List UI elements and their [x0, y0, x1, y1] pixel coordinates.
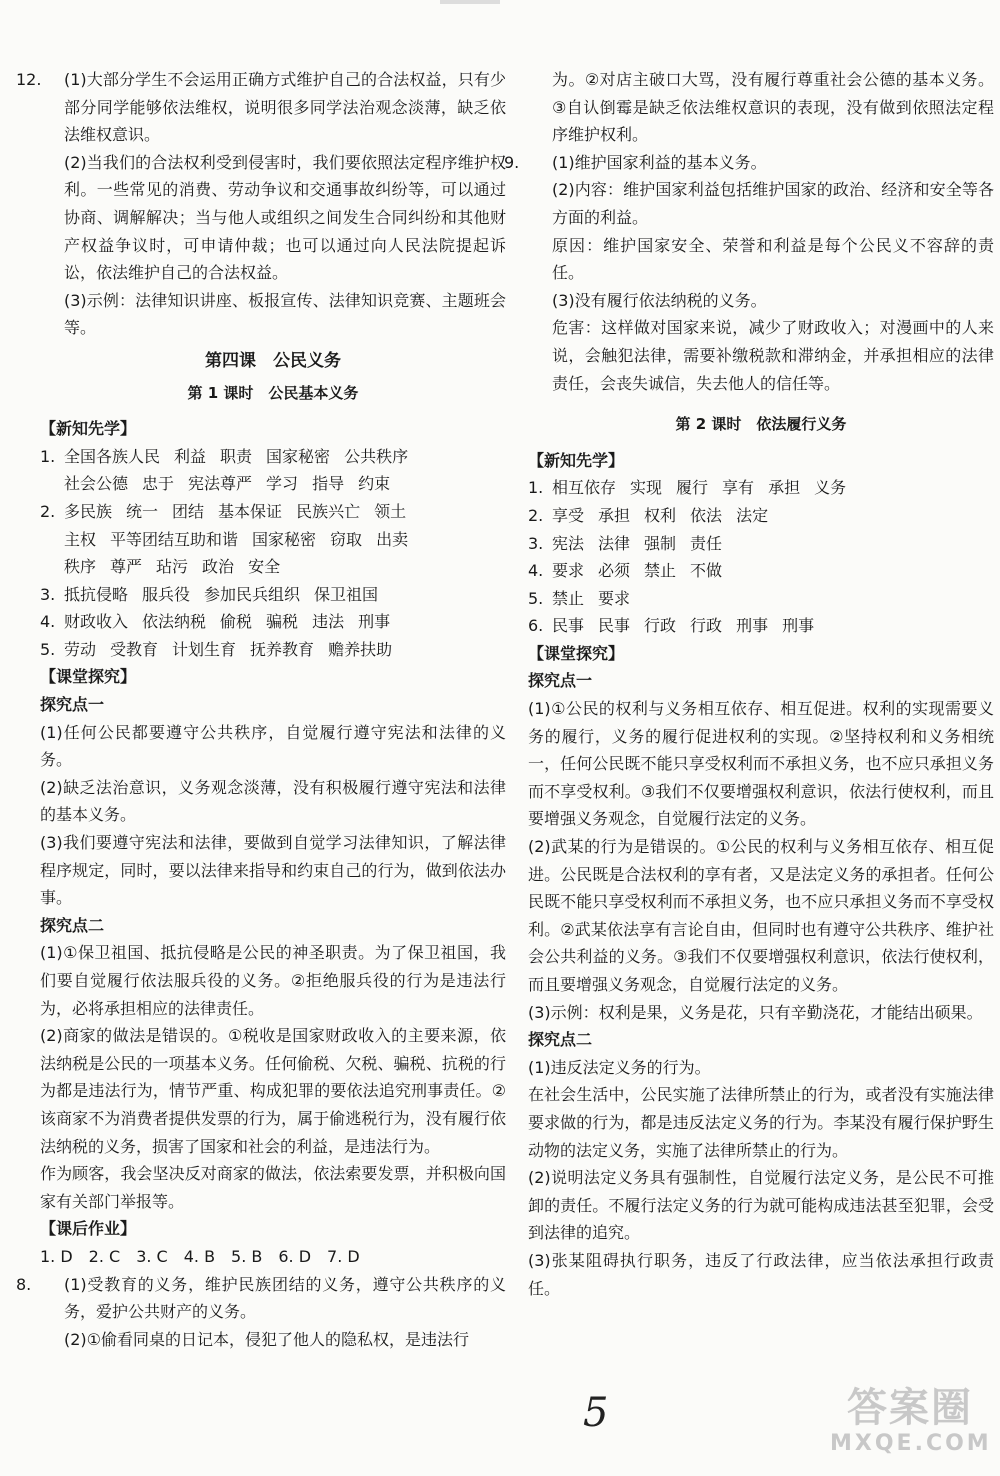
answer-text: (3)示例：权利是果，义务是花，只有辛勤浇花，才能结出硕果。: [528, 1002, 983, 1022]
keyword-row: [528, 585, 994, 613]
keyword: 依法: [690, 505, 723, 525]
section-heading: 【新知先学】: [40, 419, 137, 439]
answer-text: (2)内容：维护国家利益包括维护国家的政治、经济和安全等各方面的利益。: [552, 180, 994, 227]
keyword: 学习: [266, 474, 299, 494]
keyword: 享受: [552, 505, 585, 525]
question-8: [16, 1271, 506, 1326]
keyword: 责任: [690, 533, 723, 553]
keyword: 刑事: [358, 612, 391, 632]
keyword: 劳动: [64, 639, 97, 659]
question-number: 8.: [16, 1274, 32, 1294]
watermark-logo: [830, 1385, 990, 1463]
keyword: 禁止: [552, 588, 585, 608]
keyword: 禁止: [644, 561, 677, 581]
answer-text: 在社会生活中，公民实施了法律所禁止的行为，或者没有实施法律要求做的行为，都是违反法定义务的行为。李某没有履行保护野生动物的法定义务，实施了法律所禁止的行为。: [528, 1085, 994, 1160]
keyword: 不做: [690, 561, 723, 581]
answer-text: (1)①保卫祖国、抵抗侵略是公民的神圣职责。为了保卫祖国，我们要自觉履行依法服兵役的义务。②拒绝服兵役的行为是违法行为，必将承担相应的法律责任。: [40, 943, 506, 1018]
item-number: 2.: [40, 501, 56, 521]
keyword: 窃取: [330, 529, 363, 549]
top-edge-mark: [440, 0, 500, 4]
keyword: 民族兴亡: [296, 501, 361, 521]
keyword-row: [528, 557, 994, 585]
keyword: 宪法: [552, 533, 585, 553]
keyword: 约束: [358, 474, 391, 494]
subsection-heading: 探究点一: [528, 671, 593, 691]
keyword: 相互依存: [552, 478, 617, 498]
keyword: 玷污: [156, 557, 189, 577]
keyword: 公共秩序: [344, 446, 409, 466]
answer-text: (3)没有履行依法纳税的义务。: [552, 290, 767, 310]
keyword: 刑事: [782, 616, 815, 636]
keyword: 法定: [736, 505, 769, 525]
right-column: [504, 66, 994, 1302]
keyword: 民事: [598, 616, 631, 636]
item-number: 6.: [528, 616, 544, 636]
answer-text: 原因：维护国家安全、荣誉和利益是每个公民义不容辞的责任。: [552, 235, 994, 283]
lesson-title: 第四课 公民义务: [205, 350, 341, 371]
answer-text: (2)武某的行为是错误的。①公民的权利与义务相互依存、相互促进。公民既是合法权利的享有者，又是法定义务的承担者。任何公民既不能只享受权利而不承担义务，也不应只承担义务而不享受权利。②武某依法享有言论自由，但同时也有遵守公共秩序、维护社会公共利益的义务。③我们不仅要增强权利意识，依法行使权利，而且要增强义务观念，自觉履行法定的义务。: [528, 837, 994, 994]
item-number: 5.: [40, 639, 56, 659]
keyword: 承担: [768, 478, 801, 498]
section-heading: 【新知先学】: [528, 450, 625, 470]
keyword-row: [40, 553, 506, 581]
keyword: 履行: [676, 478, 709, 498]
item-number: 5.: [528, 588, 544, 608]
section-heading: 【课堂探究】: [528, 643, 625, 663]
keyword: 行政: [644, 616, 677, 636]
period-title: 第 2 课时 依法履行义务: [675, 415, 847, 434]
answer-text: (1)大部分学生不会运用正确方式维护自己的合法权益，只有少部分同学能够依法维权，说明很多同学法治观念淡薄，缺乏依法维权意识。: [64, 70, 506, 145]
question-number: 12.: [16, 70, 42, 89]
keyword: 要求: [552, 561, 585, 581]
keyword: 尊严: [110, 557, 143, 577]
keyword: 统一: [126, 501, 159, 521]
keyword: 全国各族人民: [64, 446, 161, 466]
keyword: 利益: [174, 446, 207, 466]
keyword: 宪法尊严: [188, 474, 253, 494]
keyword: 赡养扶助: [328, 639, 393, 659]
keyword-list: [528, 474, 994, 640]
section-heading: 【课后作业】: [40, 1219, 137, 1239]
keyword-list: [40, 443, 506, 664]
keyword: 偷税: [220, 612, 253, 632]
answer-text: (1)违反法定义务的行为。: [528, 1057, 711, 1077]
keyword: 多民族: [64, 501, 113, 521]
keyword-row: [528, 612, 994, 640]
keyword: 违法: [312, 612, 345, 632]
answer-text: (2)说明法定义务具有强制性，自觉履行法定义务，是公民不可推卸的责任。不履行法定义务的行为就可能构成违法甚至犯罪，会受到法律的追究。: [528, 1168, 994, 1243]
keyword-row: [40, 498, 506, 526]
keyword: 法律: [598, 533, 631, 553]
keyword: 强制: [644, 533, 677, 553]
keyword: 依法纳税: [142, 612, 207, 632]
keyword-row: [40, 608, 506, 636]
subsection-heading: 探究点二: [528, 1030, 593, 1050]
answer-text: (3)张某阻碍执行职务，违反了行政法律，应当依法承担行政责任。: [528, 1250, 994, 1298]
keyword: 保卫祖国: [314, 584, 379, 604]
keyword: 财政收入: [64, 612, 129, 632]
keyword: 安全: [248, 557, 281, 577]
keyword-row: [40, 636, 506, 664]
keyword: 服兵役: [142, 584, 191, 604]
watermark-url: MXQE.COM: [830, 1431, 992, 1456]
keyword-row: [528, 474, 994, 502]
keyword: 平等团结互助和谐: [110, 529, 239, 549]
keyword: 职责: [220, 446, 253, 466]
subsection-heading: 探究点二: [40, 915, 105, 935]
keyword: 指导: [312, 474, 345, 494]
left-column: [16, 66, 506, 1353]
keyword: 骗税: [266, 612, 299, 632]
answer-text: 为。②对店主破口大骂，没有履行尊重社会公德的基本义务。③自认倒霉是缺乏依法维权意识的表现，没有做到依照法定程序维护权利。: [552, 70, 994, 145]
answer-text: (2)①偷看同桌的日记本，侵犯了他人的隐私权，是违法行: [64, 1329, 470, 1349]
keyword: 要求: [598, 588, 631, 608]
keyword: 国家秘密: [266, 446, 331, 466]
answer-text: (3)我们要遵守宪法和法律，要做到自觉学习法律知识，了解法律程序规定，同时，要以法律来指导和约束自己的行为，做到依法办事。: [40, 833, 506, 908]
keyword: 行政: [690, 616, 723, 636]
answer-text: (2)缺乏法治意识，义务观念淡薄，没有积极履行遵守宪法和法律的基本义务。: [40, 777, 506, 825]
keyword: 基本保证: [218, 501, 283, 521]
question-9: [504, 149, 994, 177]
answer-text: (1)①公民的权利与义务相互依存、相互促进。权利的实现需要义务的履行，义务的履行促进权利的实现。②坚持权利和义务相统一，任何公民既不能只享受权利而不承担义务，也不应只承担义务而不享受权利。③我们不仅要增强权利意识，依法行使权利，而且要增强义务观念，自觉履行法定的义务。: [528, 699, 994, 829]
keyword: 出卖: [376, 529, 409, 549]
keyword: 主权: [64, 529, 97, 549]
keyword-row: [528, 502, 994, 530]
keyword: 刑事: [736, 616, 769, 636]
period-title: 第 1 课时 公民基本义务: [187, 383, 359, 402]
keyword: 参加民兵组织: [204, 584, 301, 604]
answer-text: (1)任何公民都要遵守公共秩序，自觉履行遵守宪法和法律的义务。: [40, 722, 506, 770]
keyword: 民事: [552, 616, 585, 636]
choice-answers: 1. D 2. C 3. C 4. B 5. B 6. D 7. D: [40, 1246, 360, 1266]
item-number: 1.: [40, 446, 56, 466]
keyword-row: [40, 581, 506, 609]
keyword: 领土: [374, 501, 407, 521]
keyword: 权利: [644, 505, 677, 525]
keyword: 秩序: [64, 557, 97, 577]
question-12: [16, 66, 506, 149]
keyword: 忠于: [142, 474, 175, 494]
page-number: 5: [583, 1390, 609, 1436]
answer-text: (3)示例：法律知识讲座、板报宣传、法律知识竞赛、主题班会等。: [64, 290, 506, 338]
answer-text: (2)当我们的合法权利受到侵害时，我们要依照法定程序维护权利。一些常见的消费、劳动争议和交通事故纠纷等，可以通过协商、调解解决；当与他人或组织之间发生合同纠纷和其他财产权益争议时，可申请仲裁；也可以通过向人民法院提起诉讼，依法维护自己的合法权益。: [64, 152, 506, 283]
keyword-row: [40, 526, 506, 554]
keyword: 团结: [172, 501, 205, 521]
item-number: 2.: [528, 505, 544, 525]
keyword-row: [528, 530, 994, 558]
keyword: 政治: [202, 557, 235, 577]
answer-text: (1)受教育的义务，维护民族团结的义务，遵守公共秩序的义务，爱护公共财产的义务。: [64, 1274, 506, 1322]
item-number: 1.: [528, 478, 544, 498]
keyword: 抚养教育: [250, 639, 315, 659]
item-number: 4.: [528, 561, 544, 581]
answer-text: 危害：这样做对国家来说，减少了财政收入；对漫画中的人来说，会触犯法律，需要补缴税款和滞纳金，并承担相应的法律责任，会丧失诚信，失去他人的信任等。: [552, 318, 994, 393]
keyword: 抵抗侵略: [64, 584, 129, 604]
subsection-heading: 探究点一: [40, 695, 105, 715]
keyword: 实现: [630, 478, 663, 498]
item-number: 3.: [528, 533, 544, 553]
answer-text: (1)维护国家利益的基本义务。: [552, 152, 767, 172]
keyword-row: [40, 443, 506, 471]
section-heading: 【课堂探究】: [40, 667, 137, 687]
keyword: 义务: [814, 478, 847, 498]
item-number: 4.: [40, 612, 56, 632]
keyword: 受教育: [110, 639, 159, 659]
keyword: 计划生育: [172, 639, 237, 659]
answer-text: 作为顾客，我会坚决反对商家的做法，依法索要发票，并积极向国家有关部门举报等。: [40, 1164, 506, 1211]
keyword: 必须: [598, 561, 631, 581]
answer-text: (2)商家的做法是错误的。①税收是国家财政收入的主要来源，依法纳税是公民的一项基本义务。任何偷税、欠税、骗税、抗税的行为都是违法行为，情节严重、构成犯罪的要依法追究刑事责任。②该商家不为消费者提供发票的行为，属于偷逃税行为，没有履行依法纳税的义务，损害了国家和社会的利益，是违法行为。: [40, 1026, 506, 1156]
keyword: 享有: [722, 478, 755, 498]
question-number: 9.: [504, 152, 520, 172]
keyword-row: [40, 470, 506, 498]
watermark-title: 答案圈: [847, 1385, 973, 1431]
keyword: 国家秘密: [252, 529, 317, 549]
keyword: 社会公德: [64, 474, 129, 494]
item-number: 3.: [40, 584, 56, 604]
keyword: 承担: [598, 505, 631, 525]
